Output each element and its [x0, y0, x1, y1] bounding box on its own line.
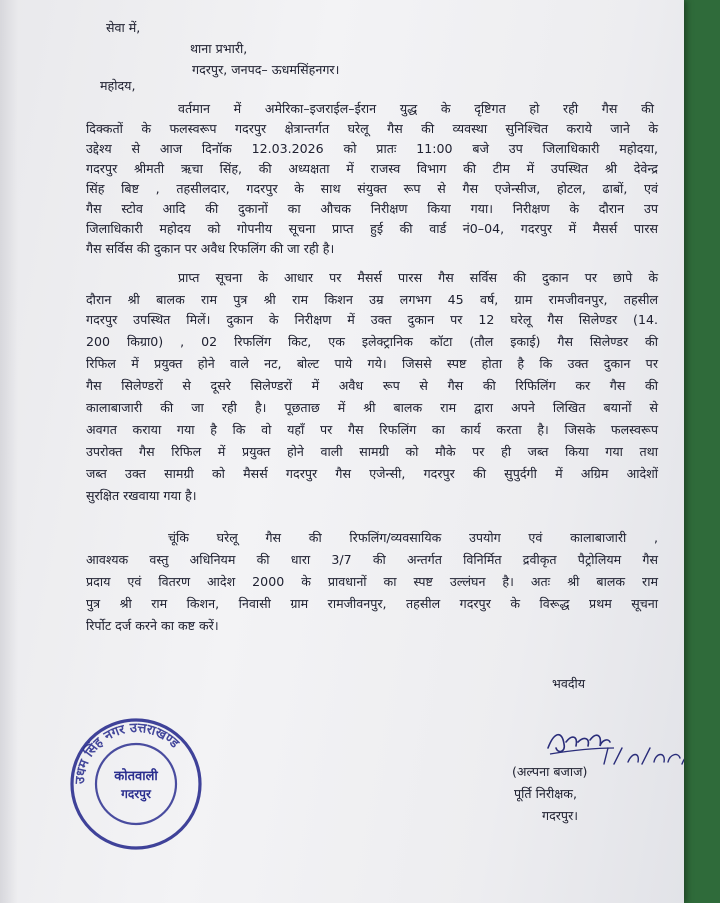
- p2-line: कालाबाजारी की जा रही है। पूछताछ में श्री बालक राम द्वारा अपने लिखित बयानों से: [86, 400, 658, 415]
- police-stamp: [66, 714, 206, 854]
- signature: [544, 718, 684, 770]
- to-address: गदरपुर, जनपद– ऊधमसिंहनगर।: [192, 62, 340, 77]
- p1-line: गैस स्टोव आदि की दुकानों का औचक निरीक्षण किया गया। निरीक्षण के दौरान उप: [86, 201, 658, 216]
- stamp-inner-line2: गदरपुर: [121, 787, 151, 801]
- p2-line: गदरपुर उपस्थित मिलें। दुकान के निरीक्षण में उक्त दुकान पर 12 घरेलू गैस सिलेण्डर (14.: [86, 312, 658, 327]
- p2-line: गैस सिलेण्डरों से दूसरे सिलेण्डरों में अवैध रूप से गैस की रिफिलिंग कर गैस की: [86, 378, 658, 393]
- p2-line: अवगत कराया गया है कि वो यहाँ पर गैस रिफलिंग का कार्य करता है। जिसके फलस्वरूप: [86, 422, 658, 437]
- closing: भवदीय: [552, 676, 586, 691]
- p3-line: पुत्र श्री राम किशन, निवासी ग्राम रामजीवनपुर, तहसील गदरपुर के विरूद्ध प्रथम सूचना: [86, 596, 658, 611]
- salutation: महोदय,: [100, 78, 136, 93]
- to-label: सेवा में,: [106, 20, 141, 35]
- p3-line: प्रदाय एवं वितरण आदेश 2000 के प्रावधानों का स्पष्ट उल्लंघन है। अतः श्री बालक राम: [86, 574, 658, 589]
- p3-line: आवश्यक वस्तु अधिनियम की धारा 3/7 की अन्तर्गत विनिर्मित द्रवीकृत पैट्रोलियम गैस: [86, 552, 658, 567]
- paper-fold-shadow: [0, 0, 18, 903]
- p1-line: दिक्कतों के फलस्वरूप गदरपुर क्षेत्रान्तर्गत घरेलू गैस की व्यवस्था सुनिश्चित कराये जाने के: [86, 121, 658, 136]
- p1-line: जिलाधिकारी महोदय को गोपनीय सूचना प्राप्त हुई की वार्ड नं0–04, गदरपुर में मैसर्स पारस: [86, 221, 658, 236]
- p2-line: दौरान श्री बालक राम पुत्र श्री राम किशन उम्र लगभग 45 वर्ष, ग्राम रामजीवनपुर, तहसील: [86, 292, 658, 307]
- signer-name: (अल्पना बजाज): [512, 764, 588, 779]
- stamp-outer-text: उधम सिंह नगर उत्तराखण्ड: [72, 720, 182, 785]
- p2-line: रिफिल में प्रयुक्त होने वाले नट, बोल्ट पाये गये। जिससे स्पष्ट होता है कि उक्त दुकान पर: [86, 356, 658, 371]
- p2-line: जब्त उक्त सामग्री को मैसर्स गदरपुर गैस एजेन्सी, गदरपुर की सुपुर्दगी में अग्रिम आदेशों: [86, 466, 658, 481]
- stamp-inner-line1: कोतवाली: [114, 769, 158, 784]
- p1-line: उद्देश्य से आज दिनॉक 12.03.2026 को प्रातः 11:00 बजे उप जिलाधिकारी महोदया,: [86, 141, 658, 156]
- to-name: थाना प्रभारी,: [190, 41, 248, 56]
- p2-line: उपरोक्त गैस रिफिल में प्रयुक्त होने वाली सामग्री को मौके पर ही जब्त किया गया तथा: [86, 444, 658, 459]
- signer-designation: पूर्ति निरीक्षक,: [514, 786, 577, 801]
- p1-line: गैस सर्विस की दुकान पर अवैध रिफलिंग की जा रही है।: [86, 241, 335, 256]
- signer-place: गदरपुर।: [542, 808, 579, 823]
- p1-line: गदरपुर श्रीमती ऋचा सिंह, की अध्यक्षता में राजस्व विभाग की टीम में उपस्थित श्री देवेन्द्र: [86, 161, 658, 176]
- p3-line: चूंकि घरेलू गैस की रिफलिंग/व्यवसायिक उपयोग एवं कालाबाजारी ,: [168, 530, 658, 545]
- p2-line: 200 किग्रा0) , 02 रिफलिंग किट, एक इलेक्ट्रानिक कॉटा (तौल इकाई) गैस सिलेण्डर की: [86, 334, 658, 349]
- p1-line: वर्तमान में अमेरिका–इजराईल–ईरान युद्ध के दृष्टिगत हो रही गैस की: [178, 101, 654, 116]
- p1-line: सिंह बिष्ट , तहसीलदार, गदरपुर के साथ संयुक्त रूप से गैस एजेन्सीज, होटल, ढाबों, एवं: [86, 181, 658, 196]
- p2-line: प्राप्त सूचना के आधार पर मैसर्स पारस गैस सर्विस की दुकान पर छापे के: [178, 270, 658, 285]
- p3-line: रिर्पोट दर्ज करने का कष्ट करें।: [86, 618, 219, 633]
- p2-line: सुरक्षित रखवाया गया है।: [86, 488, 197, 503]
